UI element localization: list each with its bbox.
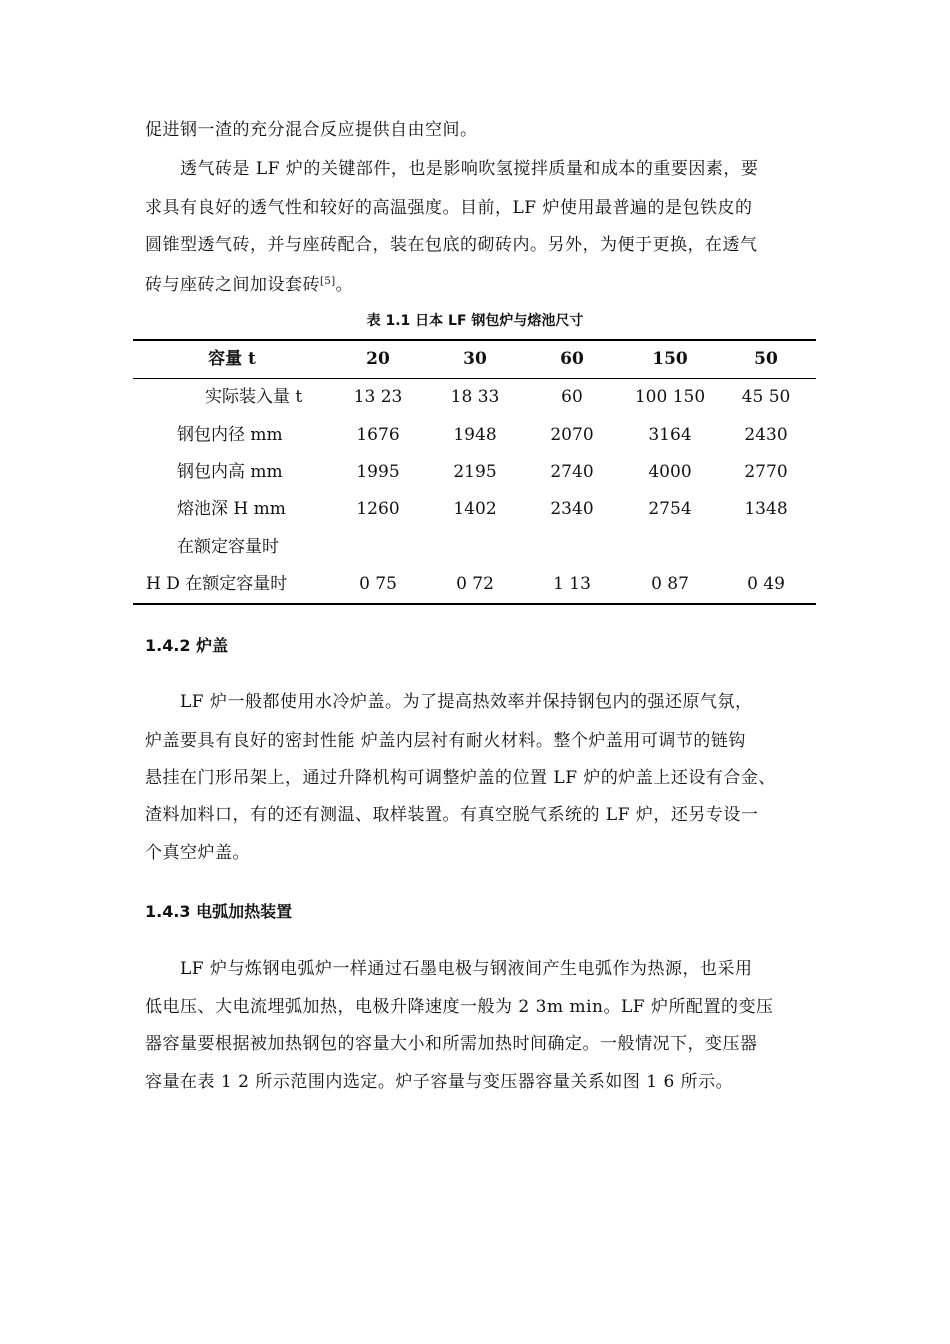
table-cell: 2195 [453,462,497,482]
table-row-label: 实际装入量 t [205,387,303,407]
intro-line-3: 求具有良好的透气性和较好的高温强度。目前，LF 炉使用最普遍的是包铁皮的 [145,198,753,218]
table-cell: 0 49 [747,574,785,594]
table-cell: 2770 [744,462,788,482]
table-cell: 60 [561,387,583,407]
table-row-label: 在额定容量时 [177,537,279,557]
table-cell: 13 23 [353,387,403,407]
table-cell: 2070 [550,425,594,445]
intro-line-4: 圆锥型透气砖，并与座砖配合，装在包底的砌砖内。另外，为便于更换，在透气 [145,235,758,255]
section-143-line-3: 器容量要根据被加热钢包的容量大小和所需加热时间确定。一般情况下，变压器 [145,1034,758,1054]
table-header-cell: 150 [652,349,688,369]
table-cell: 2340 [550,499,594,519]
table-header-label: 容量 t [208,349,256,369]
table-header-cell: 50 [754,349,778,369]
table-cell: 0 75 [359,574,397,594]
table-cell: 1260 [356,499,400,519]
table-header-rule [133,378,816,379]
table-cell: 3164 [648,425,692,445]
citation-ref: [5] [320,276,336,287]
table-row-label: H D 在额定容量时 [146,574,288,594]
table-bottom-rule [133,603,816,605]
section-143-line-2: 低电压、大电流埋弧加热，电极升降速度一般为 2 3m min。LF 炉所配置的变压 [145,997,774,1017]
section-142-line-1: LF 炉一般都使用水冷炉盖。为了提高热效率并保持钢包内的强还原气氛， [180,692,753,712]
table-cell: 1676 [356,425,400,445]
table-cell: 1948 [453,425,497,445]
intro-line-5-text: 砖与座砖之间加设套砖 [145,275,320,295]
section-142-line-5: 个真空炉盖。 [145,843,250,863]
table-top-rule [133,339,816,341]
table-row-label: 熔池深 H mm [177,499,286,519]
table-cell: 1995 [356,462,400,482]
table-header-cell: 60 [560,349,584,369]
section-142-line-4: 渣料加料口，有的还有测温、取样装置。有真空脱气系统的 LF 炉，还另专设一 [145,805,759,825]
table-cell: 1 13 [553,574,591,594]
table-caption: 表 1.1 日本 LF 钢包炉与熔池尺寸 [366,313,584,329]
section-143-line-4: 容量在表 1 2 所示范围内选定。炉子容量与变压器容量关系如图 1 6 所示。 [145,1072,734,1092]
table-cell: 0 87 [651,574,689,594]
intro-line-5-end: 。 [335,275,354,295]
section-heading-143: 1.4.3 电弧加热装置 [145,902,293,921]
table-row-label: 钢包内高 mm [177,462,283,482]
table-cell: 18 33 [450,387,500,407]
table-cell: 2740 [550,462,594,482]
intro-line-5 [145,270,353,297]
table-cell: 0 72 [456,574,494,594]
section-143-line-1: LF 炉与炼钢电弧炉一样通过石墨电极与钢液间产生电弧作为热源，也采用 [180,959,753,979]
table-cell: 45 50 [741,387,791,407]
table-header-cell: 20 [366,349,390,369]
table-cell: 2430 [744,425,788,445]
section-142-line-3: 悬挂在门形吊架上，通过升降机构可调整炉盖的位置 LF 炉的炉盖上还设有合金、 [145,768,776,788]
table-header-cell: 30 [463,349,487,369]
table-cell: 1348 [744,499,788,519]
section-heading-142: 1.4.2 炉盖 [145,636,229,655]
table-cell: 2754 [648,499,692,519]
intro-line-2: 透气砖是 LF 炉的关键部件，也是影响吹氢搅拌质量和成本的重要因素，要 [180,159,759,179]
section-142-line-2: 炉盖要具有良好的密封性能 炉盖内层衬有耐火材料。整个炉盖用可调节的链钩 [145,731,746,751]
intro-line-1: 促进钢一渣的充分混合反应提供自由空间。 [145,120,478,140]
table-cell: 100 150 [634,387,706,407]
table-cell: 4000 [648,462,692,482]
table-cell: 1402 [453,499,497,519]
table-row-label: 钢包内径 mm [177,425,283,445]
